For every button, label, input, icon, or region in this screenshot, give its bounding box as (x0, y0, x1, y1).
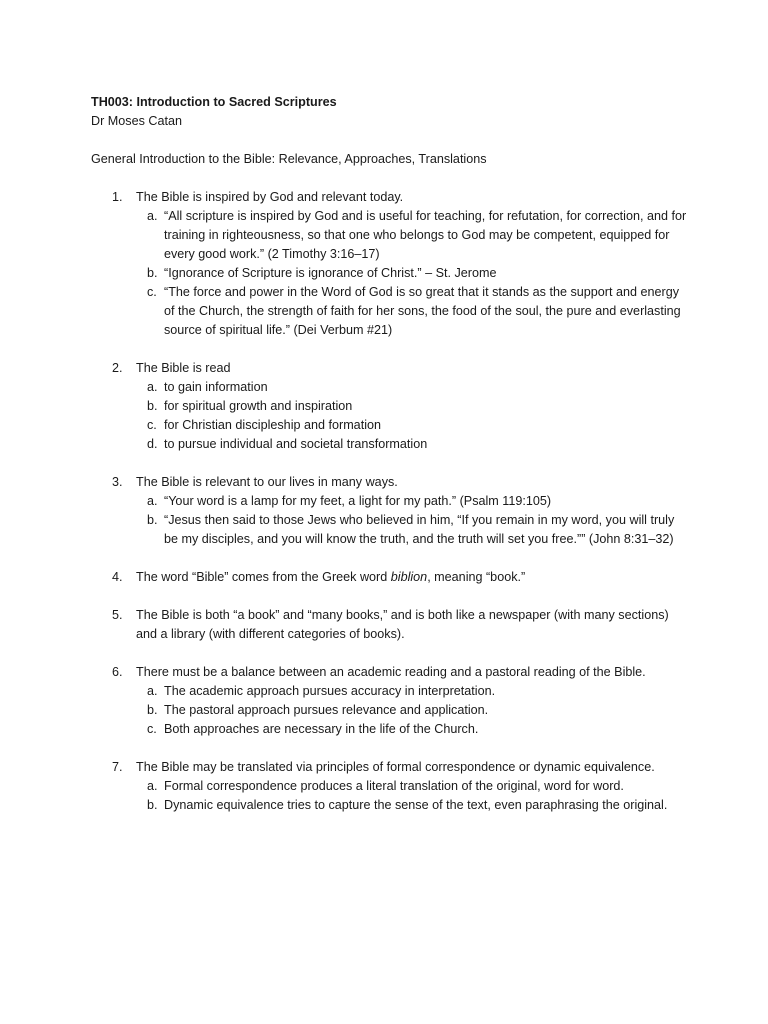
document-page (91, 93, 691, 834)
sub-item-text: for Christian discipleship and formation (164, 418, 381, 432)
sub-item-letter: b. (147, 266, 158, 280)
sub-item (136, 701, 691, 720)
item-number: 1. (112, 190, 123, 204)
sub-item (136, 435, 691, 454)
instructor-name: Dr Moses Catan (91, 114, 182, 128)
sub-item-text: Both approaches are necessary in the life of the Church. (164, 722, 479, 736)
sub-item (136, 777, 691, 796)
sub-list (136, 378, 691, 454)
sub-item-text: “All scripture is inspired by God and is useful for teaching, for refutation, for correction, and for training in righteousness, so that one who belongs to God may be competent, equipped for every good work.” (2 Timothy 3:16–17) (164, 209, 687, 261)
sub-item (136, 207, 691, 264)
sub-item-letter: c. (147, 285, 157, 299)
sub-item-text: “Ignorance of Scripture is ignorance of Christ.” – St. Jerome (164, 266, 497, 280)
sub-item-text: The academic approach pursues accuracy in interpretation. (164, 684, 496, 698)
sub-item (136, 796, 691, 815)
sub-item-letter: c. (147, 418, 157, 432)
list-item (91, 568, 691, 587)
sub-item-text: to gain information (164, 380, 268, 394)
item-number: 3. (112, 475, 123, 489)
sub-item (136, 264, 691, 283)
sub-item (136, 492, 691, 511)
item-text-after: , meaning “book.” (427, 570, 526, 584)
sub-list (136, 207, 691, 340)
sub-item-letter: b. (147, 703, 158, 717)
sub-item (136, 511, 691, 549)
sub-item (136, 720, 691, 739)
item-text: The Bible is both “a book” and “many books,” and is both like a newspaper (with many sections) and a library (with different categories of books). (136, 608, 669, 641)
sub-item-text: The pastoral approach pursues relevance and application. (164, 703, 489, 717)
item-number: 2. (112, 361, 123, 375)
item-number: 6. (112, 665, 123, 679)
item-text-before: The word “Bible” comes from the Greek word (136, 570, 391, 584)
list-item (91, 473, 691, 549)
sub-item-letter: a. (147, 380, 158, 394)
list-item (91, 359, 691, 454)
sub-item (136, 378, 691, 397)
sub-item-letter: b. (147, 798, 158, 812)
item-text-italic: biblion (390, 570, 428, 584)
item-text: The Bible is inspired by God and relevant today. (136, 190, 404, 204)
sub-item-text: “The force and power in the Word of God is so great that it stands as the support and energy of the Church, the strength of faith for her sons, the food of the soul, the pure and everlasting source of spiritual life.” (Dei Verbum #21) (164, 285, 681, 337)
sub-item-text: to pursue individual and societal transformation (164, 437, 428, 451)
sub-item-letter: b. (147, 399, 158, 413)
sub-item-letter: a. (147, 209, 158, 223)
sub-item-text: “Jesus then said to those Jews who believed in him, “If you remain in my word, you will truly be my disciples, and you will know the truth, and the truth will set you free.”” (John 8:31–32) (164, 513, 675, 546)
list-item (91, 663, 691, 739)
item-number: 5. (112, 608, 123, 622)
sub-item (136, 416, 691, 435)
sub-item-letter: b. (147, 513, 158, 527)
list-item (91, 758, 691, 815)
list-item (91, 188, 691, 340)
sub-item-letter: a. (147, 494, 158, 508)
sub-list (136, 492, 691, 549)
sub-item (136, 283, 691, 340)
item-text: There must be a balance between an academic reading and a pastoral reading of the Bible. (136, 665, 646, 679)
item-text: The Bible is relevant to our lives in many ways. (136, 475, 398, 489)
main-list (91, 188, 691, 815)
sub-item-text: Dynamic equivalence tries to capture the sense of the text, even paraphrasing the original. (164, 798, 668, 812)
sub-list (136, 682, 691, 739)
sub-item-letter: c. (147, 722, 157, 736)
course-title: TH003: Introduction to Sacred Scriptures (91, 95, 337, 109)
item-number: 7. (112, 760, 123, 774)
sub-item-text: for spiritual growth and inspiration (164, 399, 353, 413)
sub-item (136, 397, 691, 416)
sub-item-text: Formal correspondence produces a literal translation of the original, word for word. (164, 779, 624, 793)
item-text: The Bible is read (136, 361, 231, 375)
document-subtitle: General Introduction to the Bible: Relevance, Approaches, Translations (91, 152, 487, 166)
sub-list (136, 777, 691, 815)
item-text: The Bible may be translated via principles of formal correspondence or dynamic equivalence. (136, 760, 655, 774)
sub-item (136, 682, 691, 701)
sub-item-text: “Your word is a lamp for my feet, a light for my path.” (Psalm 119:105) (164, 494, 552, 508)
sub-item-letter: a. (147, 779, 158, 793)
list-item (91, 606, 691, 644)
item-number: 4. (112, 570, 123, 584)
sub-item-letter: a. (147, 684, 158, 698)
sub-item-letter: d. (147, 437, 158, 451)
